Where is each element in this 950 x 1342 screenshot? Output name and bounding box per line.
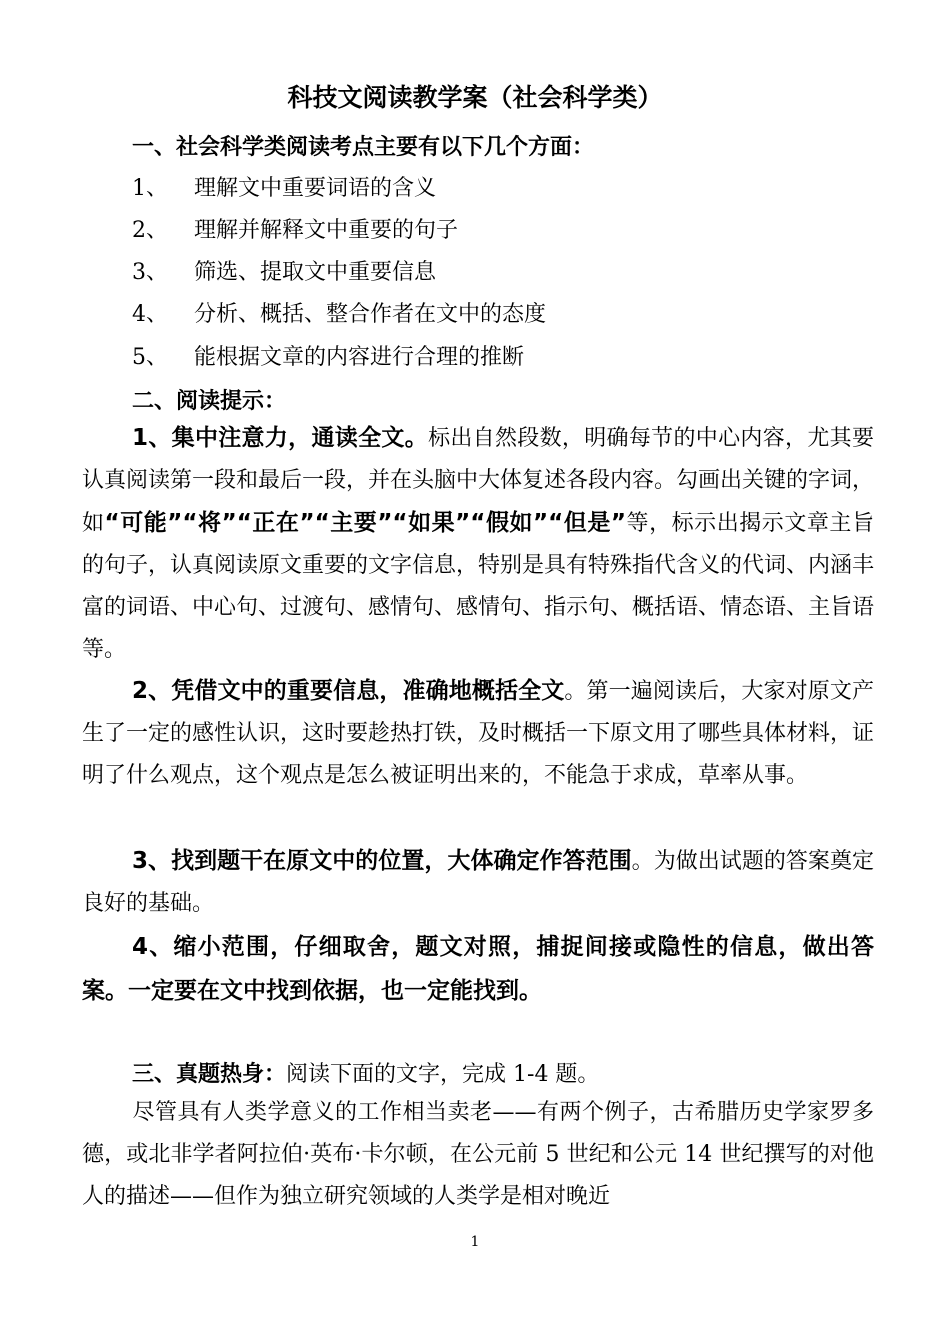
tip-paragraph-3 [82, 840, 874, 925]
tip-2-text: 。第一遍阅读后，大家对原文产生了一定的感性认识，这时要趁热打铁，及时概括一下原文用了哪些具体材料，证明了什么观点，这个观点是怎么被证明出来的，不能急于求成，草率从事。 [82, 679, 875, 788]
tip-1-heading: 1、集中注意力，通读全文。 [132, 425, 429, 451]
tip-4-text: 4、缩小范围，仔细取舍，题文对照，捕捉间接或隐性的信息，做出答案。一定要在文中找到依据，也一定能找到。 [82, 934, 874, 1004]
list-item-text: 筛选、提取文中重要信息 [194, 260, 437, 285]
tip-paragraph-1 [82, 417, 874, 671]
passage-text: 尽管具有人类学意义的工作相当卖老——有两个例子，古希腊历史学家罗多德，或北非学者阿拉伯·英布·卡尔顿，在公元前 5 世纪和公元 14 世纪撰写的对他人的描述——但作为独立研究领域的人类学是相对晚近 [82, 1100, 874, 1209]
tip-1-text: 标出自然段数，明确每节的中心内容，尤其要认真阅读第一段和最后一段，并在头脑中大体复述各段内容。勾画出关键的字词，如 [82, 426, 875, 536]
tip-paragraph-2 [82, 670, 874, 797]
list-item [132, 213, 458, 244]
section3-instruction: 阅读下面的文字，完成 1-4 题。 [286, 1062, 600, 1087]
passage-paragraph [82, 1092, 874, 1218]
section2-heading: 二、阅读提示： [132, 389, 287, 414]
list-item-number: 1、 [132, 176, 168, 201]
tip-1-keywords: “可能”“将”“正在”“主要”“如果”“假如”“但是” [104, 510, 627, 536]
tip-paragraph-4 [82, 925, 874, 1013]
section3-heading: 三、真题热身： [132, 1062, 287, 1087]
page-number: 1 [470, 1234, 480, 1250]
section3-heading-line [132, 1057, 599, 1088]
page-title: 科技文阅读教学案（社会科学类） [287, 83, 663, 112]
section1-heading: 一、社会科学类阅读考点主要有以下几个方面： [132, 135, 595, 160]
list-item-text: 理解文中重要词语的含义 [194, 176, 437, 201]
list-item-text: 理解并解释文中重要的句子 [194, 218, 459, 243]
list-item [132, 340, 524, 371]
list-item [132, 171, 436, 202]
list-item-text: 能根据文章的内容进行合理的推断 [194, 345, 525, 370]
list-item [132, 255, 436, 286]
list-item-number: 4、 [132, 302, 168, 327]
list-item [132, 297, 546, 328]
list-item-number: 2、 [132, 218, 168, 243]
list-item-number: 5、 [132, 345, 168, 370]
tip-3-heading: 3、找到题干在原文中的位置，大体确定作答范围 [132, 848, 632, 874]
tip-2-heading: 2、凭借文中的重要信息，准确地概括全文 [132, 678, 565, 704]
tip-3-text: 。为做出试题的答案奠定良好的基础。 [82, 849, 874, 916]
tip-1-text-cont: 等，标示出揭示文章主旨的句子，认真阅读原文重要的文字信息，特别是具有特殊指代含义的代词、内涵丰富的词语、中心句、过渡句、感情句、感情句、指示句、概括语、情态语、主旨语等。 [82, 511, 875, 662]
list-item-number: 3、 [132, 260, 168, 285]
list-item-text: 分析、概括、整合作者在文中的态度 [194, 302, 547, 327]
